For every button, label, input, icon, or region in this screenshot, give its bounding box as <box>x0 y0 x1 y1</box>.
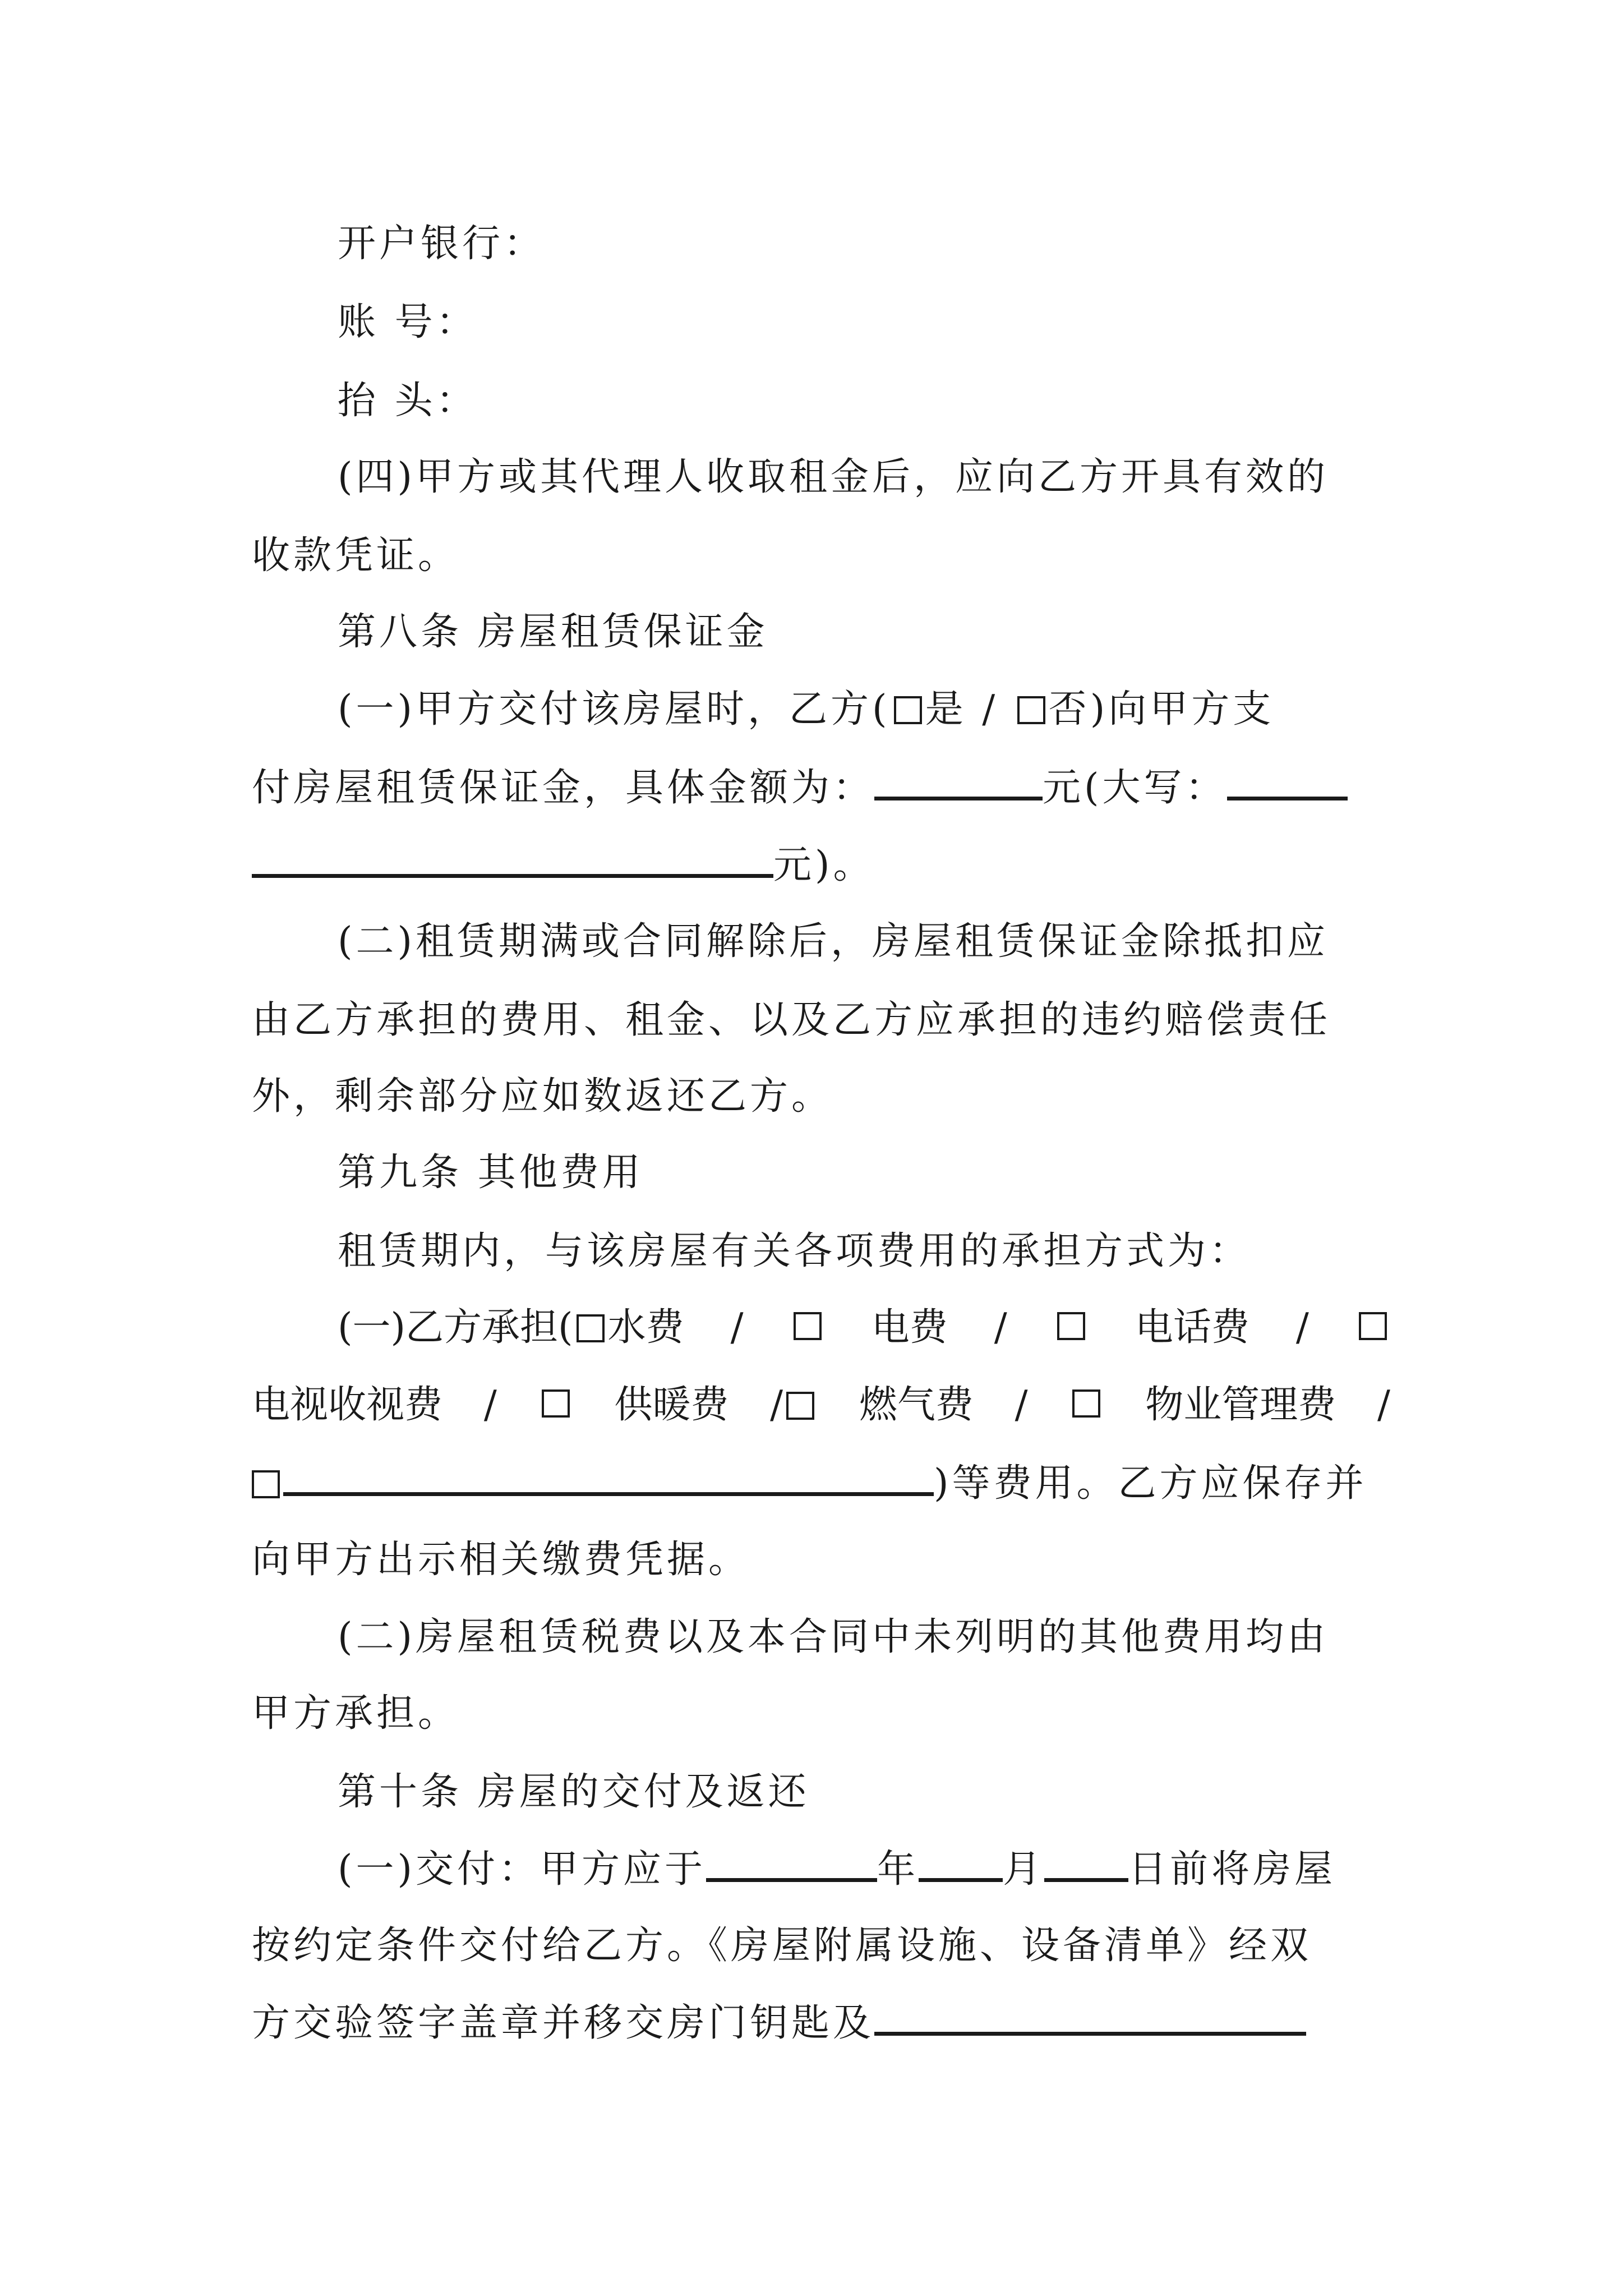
slash: / <box>994 1305 1007 1350</box>
heating-fee-label: 供暖费 <box>614 1383 729 1427</box>
paragraph-text: 方交验签字盖章并移交房门钥匙及 <box>252 2001 875 2045</box>
slash: / <box>730 1305 744 1350</box>
deposit-line-1 <box>338 682 1390 738</box>
separator: / <box>966 687 1014 731</box>
payee-line: 抬 头： <box>338 379 478 423</box>
property-fee-label: 物业管理费 <box>1145 1383 1336 1427</box>
fees-line-1 <box>338 1300 1390 1356</box>
paragraph-text: (一)甲方交付该房屋时，乙方( <box>338 687 891 731</box>
delivery-line-1 <box>338 1842 1390 1898</box>
checkbox-yes-label: 是 <box>925 687 967 731</box>
paragraph-line: (四)甲方或其代理人收取租金后，应向乙方开具有效的 <box>338 455 1329 499</box>
amount-words-blank-cont[interactable] <box>252 839 773 878</box>
paragraph-text: (一)交付：甲方应于 <box>338 1847 707 1892</box>
checkbox-electricity[interactable] <box>794 1312 822 1340</box>
slash: / <box>1015 1383 1028 1427</box>
paragraph-text: 日前将房屋 <box>1128 1847 1336 1892</box>
tv-fee-label: 电视收视费 <box>252 1383 443 1427</box>
slash: / <box>1295 1305 1309 1350</box>
year-blank[interactable] <box>706 1843 877 1882</box>
paragraph-line: (二)租赁期满或合同解除后，房屋租赁保证金除抵扣应 <box>338 919 1329 964</box>
day-blank[interactable] <box>1044 1843 1128 1882</box>
article-10-heading: 第十条 房屋的交付及返还 <box>338 1770 810 1814</box>
year-label: 年 <box>877 1847 919 1892</box>
paragraph-line: 按约定条件交付给乙方。《房屋附属设施、设备清单》经双 <box>252 1924 1312 1968</box>
article-8-heading: 第八条 房屋租赁保证金 <box>338 610 768 654</box>
article-9-heading: 第九条 其他费用 <box>338 1151 644 1195</box>
slash: / <box>1377 1383 1390 1427</box>
paragraph-text: )等费用。乙方应保存并 <box>934 1461 1367 1506</box>
checkbox-phone[interactable] <box>1057 1312 1085 1340</box>
paragraph-line: 租赁期内，与该房屋有关各项费用的承担方式为： <box>338 1229 1251 1273</box>
deposit-line-2 <box>252 760 1390 816</box>
slash: / <box>483 1383 497 1427</box>
phone-fee-label: 电话费 <box>1135 1305 1249 1350</box>
amount-words-blank[interactable] <box>1227 762 1348 800</box>
amount-blank[interactable] <box>874 762 1043 800</box>
paragraph-text: (一)乙方承担( <box>338 1305 573 1350</box>
checkbox-tv[interactable] <box>1359 1312 1387 1340</box>
keys-blank[interactable] <box>874 1997 1306 2036</box>
checkbox-other[interactable] <box>252 1470 280 1498</box>
checkbox-property[interactable] <box>1072 1389 1100 1418</box>
checkbox-gas[interactable] <box>786 1392 814 1420</box>
slash-box <box>770 1377 818 1433</box>
checkbox-water[interactable] <box>577 1314 605 1342</box>
fees-line-2 <box>252 1377 1390 1433</box>
checkbox-heating[interactable] <box>542 1389 570 1418</box>
paragraph-text: 元)。 <box>773 843 875 887</box>
gas-fee-label: 燃气费 <box>859 1383 974 1427</box>
checkbox-yes[interactable] <box>894 696 922 724</box>
fees-prefix <box>338 1300 684 1356</box>
paragraph-text: 元(大写： <box>1043 766 1227 810</box>
month-blank[interactable] <box>919 1843 1003 1882</box>
paragraph-line: 由乙方承担的费用、租金、以及乙方应承担的违约赔偿责任 <box>252 998 1331 1042</box>
month-label: 月 <box>1003 1847 1045 1892</box>
paragraph-text: 付房屋租赁保证金，具体金额为： <box>252 766 875 810</box>
slash: / <box>770 1383 783 1427</box>
electricity-fee-label: 电费 <box>871 1305 948 1350</box>
paragraph-line: 外，剩余部分应如数返还乙方。 <box>252 1074 833 1119</box>
deposit-line-3 <box>252 838 1390 894</box>
account-line: 账 号： <box>338 300 478 344</box>
other-fee-blank[interactable] <box>283 1457 934 1496</box>
paragraph-line: 甲方承担。 <box>252 1691 460 1736</box>
fees-line-3 <box>252 1456 1390 1512</box>
delivery-line-3 <box>252 1995 1390 2051</box>
water-fee-label: 水费 <box>607 1305 684 1350</box>
paragraph-line: 收款凭证。 <box>252 533 460 578</box>
paragraph-line: (二)房屋租赁税费以及本合同中未列明的其他费用均由 <box>338 1615 1329 1659</box>
checkbox-no[interactable] <box>1017 696 1045 724</box>
paragraph-line: 向甲方出示相关缴费凭据。 <box>252 1538 750 1582</box>
bank-line: 开户银行： <box>338 222 546 266</box>
checkbox-no-label: 否)向甲方支 <box>1048 687 1275 731</box>
